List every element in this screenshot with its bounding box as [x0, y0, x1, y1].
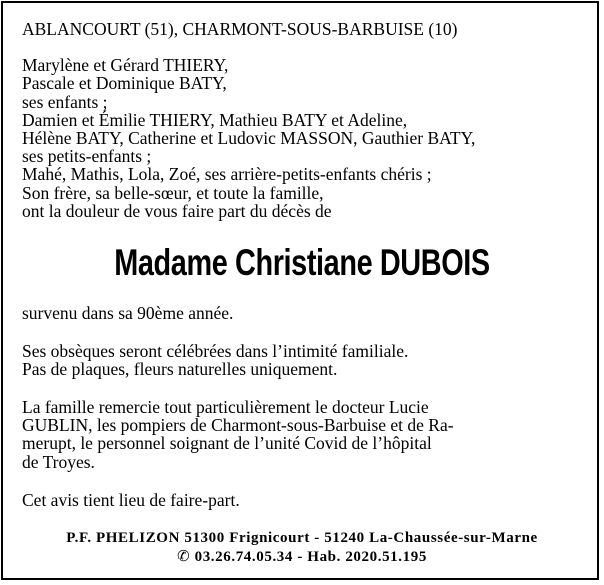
family-line: ses petits-enfants ; [22, 146, 152, 167]
age-section [22, 304, 582, 322]
family-line: Mahé, Mathis, Lola, Zoé, ses arrière-petits-enfants chéris ; [22, 164, 432, 185]
thanks-line: La famille remercie tout particulièrement le docteur Lucie [22, 397, 429, 417]
family-line: ont la douleur de vous faire part du décès de [22, 200, 332, 221]
notice-header-section [22, 20, 582, 220]
notice-section [22, 491, 582, 509]
family-line: Son frère, sa belle-sœur, et toute la famille, [22, 182, 324, 203]
places-line: ABLANCOURT (51), CHARMONT-SOUS-BARBUISE (10) [22, 19, 458, 39]
funeral-line: Pas de plaques, fleurs naturelles uniquement. [22, 359, 338, 380]
phone-icon: ✆ [177, 549, 191, 565]
family-line: Damien et Émilie THIERY, Mathieu BATY et Adeline, [22, 109, 408, 130]
family-line: Pascale et Dominique BATY, [22, 73, 227, 94]
age-line: survenu dans sa 90ème année. [22, 303, 234, 323]
phone-line [0, 548, 604, 567]
family-line: ses enfants ; [22, 91, 108, 112]
family-line: Hélène BATY, Catherine et Ludovic MASSON, Gauthier BATY, [22, 128, 476, 149]
deceased-name: Madame Christiane DUBOIS [114, 242, 490, 283]
thanks-section [22, 398, 582, 471]
funeral-section [22, 342, 582, 378]
funeral-home-line: P.F. PHELIZON 51300 Frignicourt - 51240 La-Chaussée-sur-Marne [66, 530, 538, 546]
thanks-line: de Troyes. [22, 451, 95, 472]
phone-and-license: 03.26.74.05.34 - Hab. 2020.51.195 [194, 549, 427, 565]
thanks-line: GUBLIN, les pompiers de Charmont-sous-Barbuise et de Ra- [22, 415, 454, 436]
thanks-line: merupt, le personnel soignant de l’unité Covid de l’hôpital [22, 433, 432, 454]
funeral-line: Ses obsèques seront célébrées dans l’intimité familiale. [22, 341, 409, 361]
family-line: Marylène et Gérard THIERY, [22, 55, 229, 76]
notice-line: Cet avis tient lieu de faire-part. [22, 490, 240, 510]
